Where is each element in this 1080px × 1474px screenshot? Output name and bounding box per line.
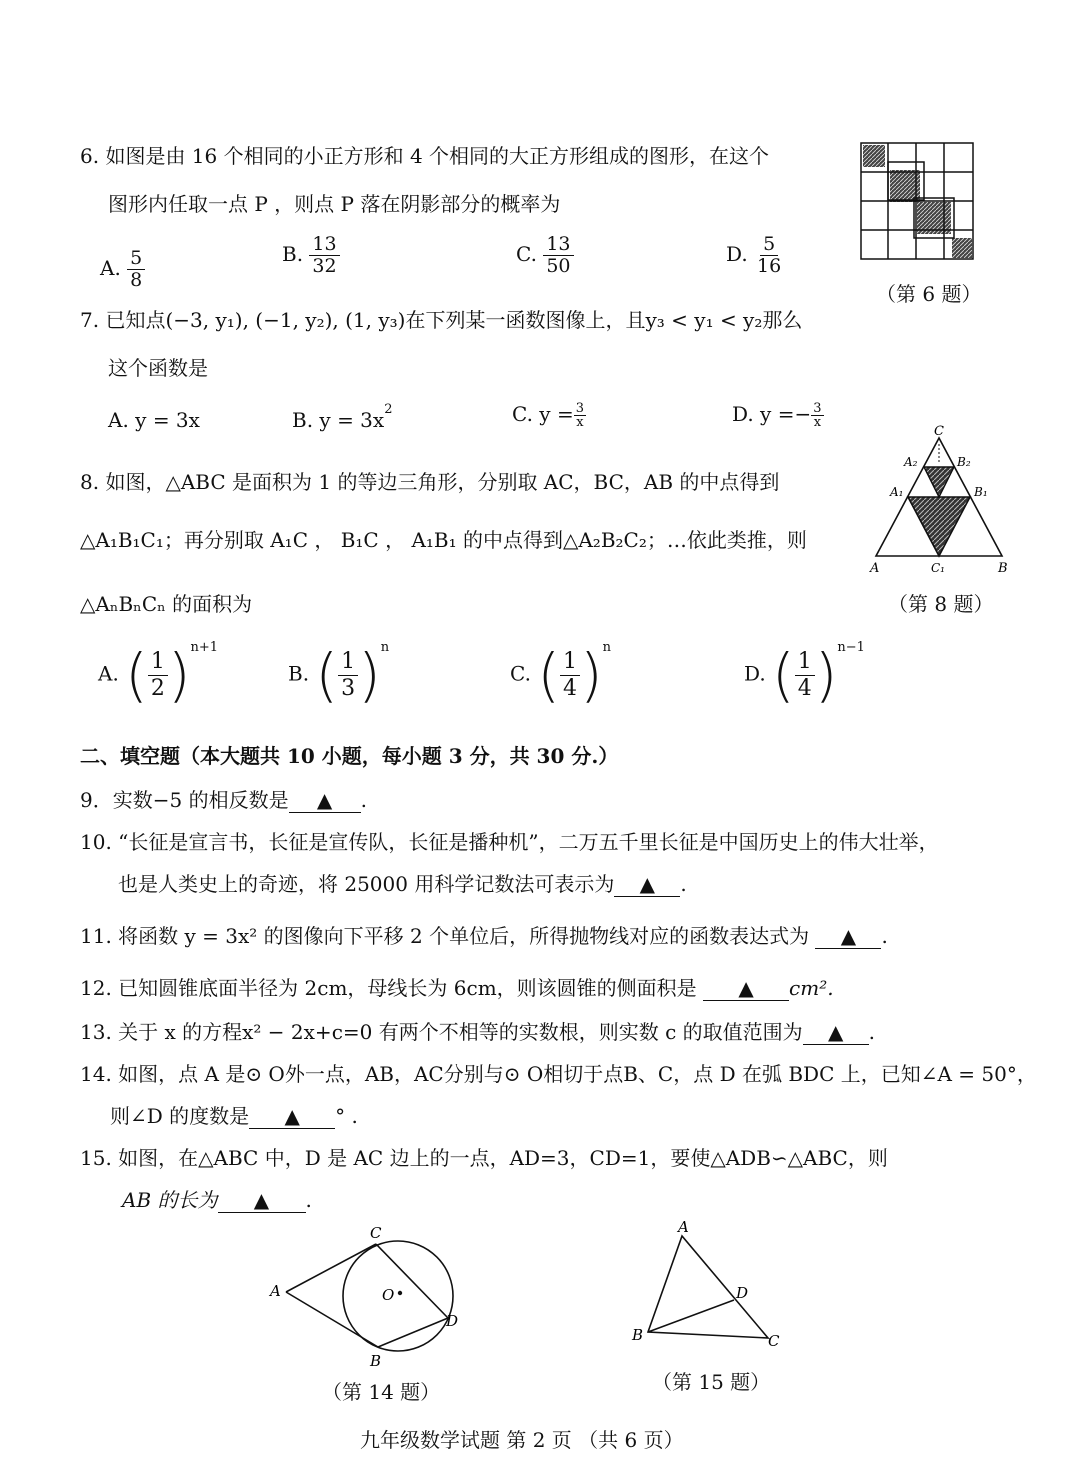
q10-answer-blank: ▲	[614, 872, 680, 897]
fig14-label-b: B	[370, 1352, 382, 1370]
q8-line3: △AₙBₙCₙ 的面积为	[80, 592, 253, 616]
q6-shade-1	[863, 145, 885, 167]
q6-line2: 图形内任取一点 P ，则点 P 落在阴影部分的概率为	[108, 192, 561, 216]
q6-option-c: C. $\frac{13}{50}$	[516, 234, 574, 277]
circle-o	[343, 1241, 453, 1351]
q7-option-d: D. y =− $\frac{3}{x}$	[732, 401, 822, 430]
fig14-label-c: C	[370, 1224, 382, 1242]
q6-caption: （第 6 题）	[876, 282, 982, 306]
q8-option-c: C. ( $\frac{1}{4}$ )$^n$	[510, 640, 611, 709]
q15-line1: 15. 如图，在△ABC 中，D 是 AC 边上的一点，AD=3，CD=1，要使△ADB∽△ABC，则	[80, 1146, 888, 1170]
q6-shade-3	[917, 202, 951, 234]
q6-options	[100, 234, 840, 290]
q14-caption: （第 14 题）	[322, 1380, 441, 1404]
q14-line2: 则∠D 的度数是 ▲ ° .	[110, 1104, 358, 1128]
q6-figure	[860, 142, 974, 260]
q8-line1: 8. 如图，△ABC 是面积为 1 的等边三角形，分别取 AC，BC，AB 的中点得到	[80, 470, 780, 494]
q6-option-d: D. $\frac{5}{16}$	[726, 233, 782, 277]
triangle-abc-15	[648, 1236, 768, 1338]
q15-figure	[626, 1220, 786, 1350]
q14-answer-blank: ▲	[249, 1104, 335, 1129]
q8-figure	[864, 420, 1014, 578]
label-b2: B₂	[957, 455, 971, 469]
q6-option-a: A. $\frac{5}{8}$	[100, 248, 145, 291]
fig14-label-d: D	[446, 1312, 459, 1330]
q8-caption: （第 8 题）	[888, 592, 994, 616]
center-point	[398, 1291, 402, 1295]
q15-line2: AB 的长为 ▲ .	[122, 1188, 312, 1212]
q8-line2: △A₁B₁C₁；再分别取 A₁C ， B₁C ， A₁B₁ 的中点得到△A₂B₂C₂；…依此类推，则	[80, 528, 807, 552]
q8-option-a: A. ( $\frac{1}{2}$ )$^{n+1}$	[98, 640, 218, 709]
q14-figure	[262, 1220, 472, 1370]
q7-option-a: A. y = 3x	[108, 408, 200, 432]
label-a: A	[870, 561, 880, 576]
q14-line1: 14. 如图，点 A 是⊙ O外一点，AB，AC分别与⊙ O相切于点B、C，点 D 在弧 BDC 上，已知∠A = 50°，	[80, 1062, 1037, 1086]
q8-options	[98, 640, 865, 722]
q12-answer-blank: ▲	[703, 976, 789, 1001]
label-a2: A₂	[904, 455, 918, 469]
fig15-label-c: C	[768, 1332, 780, 1350]
page-footer: 九年级数学试题 第 2 页 （共 6 页）	[360, 1428, 684, 1452]
q7-option-b: B. $y = 3x^2$	[292, 402, 393, 432]
q9: 9．实数−5 的相反数是 ▲ .	[80, 788, 367, 812]
label-b1: B₁	[974, 485, 988, 499]
q10-line1: 10. “长征是宣言书，长征是宣传队，长征是播种机”，二万五千里长征是中国历史上的伟大壮举，	[80, 830, 939, 854]
label-c1: C₁	[931, 561, 945, 575]
fig15-label-d: D	[736, 1284, 749, 1302]
q9-answer-blank: ▲	[289, 788, 361, 813]
q13: 13. 关于 x 的方程x² − 2x+c=0 有两个不相等的实数根，则实数 c 的取值范围为 ▲ .	[80, 1020, 876, 1044]
q7-line1: 7. 已知点(−3, y₁), (−1, y₂), (1, y₃)在下列某一函数图像上，且y₃ < y₁ < y₂那么	[80, 308, 803, 332]
q7-option-c: C. y = $\frac{3}{x}$	[512, 401, 584, 430]
label-a1: A₁	[890, 485, 904, 499]
fig15-label-a: A	[678, 1220, 689, 1236]
q8-option-b: B. ( $\frac{1}{3}$ )$^n$	[288, 640, 390, 709]
q12: 12. 已知圆锥底面半径为 2cm，母线长为 6cm，则该圆锥的侧面积是 ▲ cm².	[80, 976, 834, 1000]
label-b: B	[998, 561, 1008, 576]
q13-answer-blank: ▲	[803, 1020, 869, 1045]
q15-answer-blank: ▲	[218, 1188, 306, 1213]
q11-answer-blank: ▲	[815, 924, 881, 949]
q8-option-d: D. ( $\frac{1}{4}$ )$^{n-1}$	[744, 640, 865, 709]
fig14-label-o: O	[382, 1286, 395, 1304]
q7-line2: 这个函数是	[108, 356, 208, 380]
fig14-label-a: A	[270, 1282, 281, 1300]
q6-shade-4	[952, 238, 972, 258]
q6-line1: 6. 如图是由 16 个相同的小正方形和 4 个相同的大正方形组成的图形，在这个	[80, 144, 770, 168]
q15-caption: （第 15 题）	[652, 1370, 771, 1394]
label-c: C	[934, 424, 944, 439]
q11: 11. 将函数 y = 3x² 的图像向下平移 2 个单位后，所得抛物线对应的函数表达式为 ▲ .	[80, 924, 888, 948]
section2-title: 二、填空题（本大题共 10 小题，每小题 3 分，共 30 分.）	[80, 744, 619, 768]
q10-line2: 也是人类史上的奇迹，将 25000 用科学记数法可表示为 ▲ .	[118, 872, 687, 896]
q6-option-b: B. $\frac{13}{32}$	[282, 234, 340, 277]
fig15-label-b: B	[632, 1326, 644, 1344]
